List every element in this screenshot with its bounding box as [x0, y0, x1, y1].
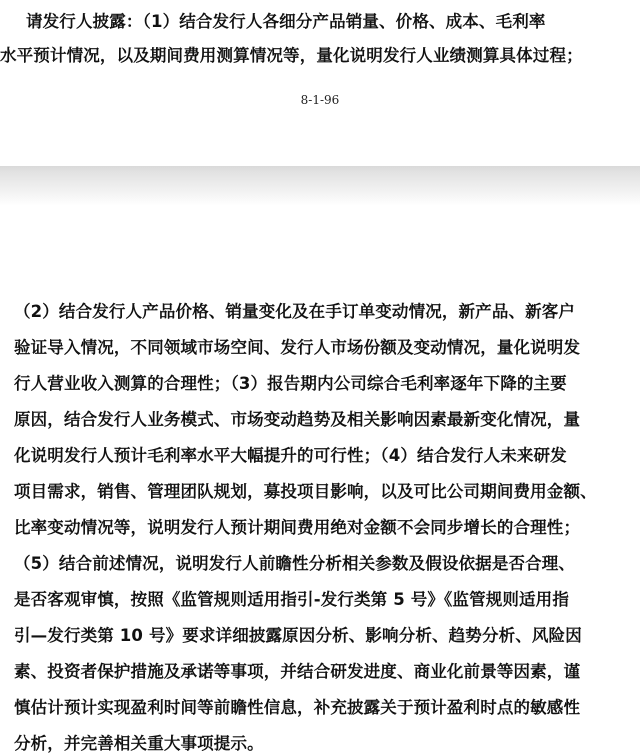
text-line: 是否客观审慎，按照《监管规则适用指引-发行类第 5 号》《监管规则适用指 [14, 590, 569, 609]
text-line: 慎估计预计实现盈利时间等前瞻性信息，补充披露关于预计盈利时点的敏感性 [14, 698, 581, 717]
page-separator [0, 166, 640, 206]
text-line: 请发行人披露：（1）结合发行人各细分产品销量、价格、成本、毛利率 [26, 12, 546, 31]
text-line: 引—发行类第 10 号》要求详细披露原因分析、影响分析、趋势分析、风险因 [14, 626, 582, 645]
text-line: 化说明发行人预计毛利率水平大幅提升的可行性；（4）结合发行人未来研发 [14, 446, 567, 465]
page-number: 8-1-96 [300, 93, 340, 107]
text-line: （5）结合前述情况，说明发行人前瞻性分析相关参数及假设依据是否合理、 [14, 554, 576, 573]
document-page-top [0, 0, 640, 166]
text-line: 分析，并完善相关重大事项提示。 [14, 734, 264, 753]
document-page-bottom [0, 206, 640, 753]
text-line: 原因，结合发行人业务模式、市场变动趋势及相关影响因素最新变化情况，量 [14, 410, 581, 429]
text-line: 水平预计情况，以及期间费用测算情况等，量化说明发行人业绩测算具体过程； [0, 46, 583, 65]
text-line: 验证导入情况，不同领域市场空间、发行人市场份额及变动情况，量化说明发 [14, 338, 581, 357]
text-line: 项目需求，销售、管理团队规划，募投项目影响，以及可比公司期间费用金额、 [14, 482, 597, 501]
text-line: 行人营业收入测算的合理性；（3）报告期内公司综合毛利率逐年下降的主要 [14, 374, 567, 393]
text-line: 比率变动情况等，说明发行人预计期间费用绝对金额不会同步增长的合理性； [14, 518, 581, 537]
text-line: （2）结合发行人产品价格、销量变化及在手订单变动情况，新产品、新客户 [14, 302, 576, 321]
text-line: 素、投资者保护措施及承诺等事项，并结合研发进度、商业化前景等因素，谨 [14, 662, 581, 681]
